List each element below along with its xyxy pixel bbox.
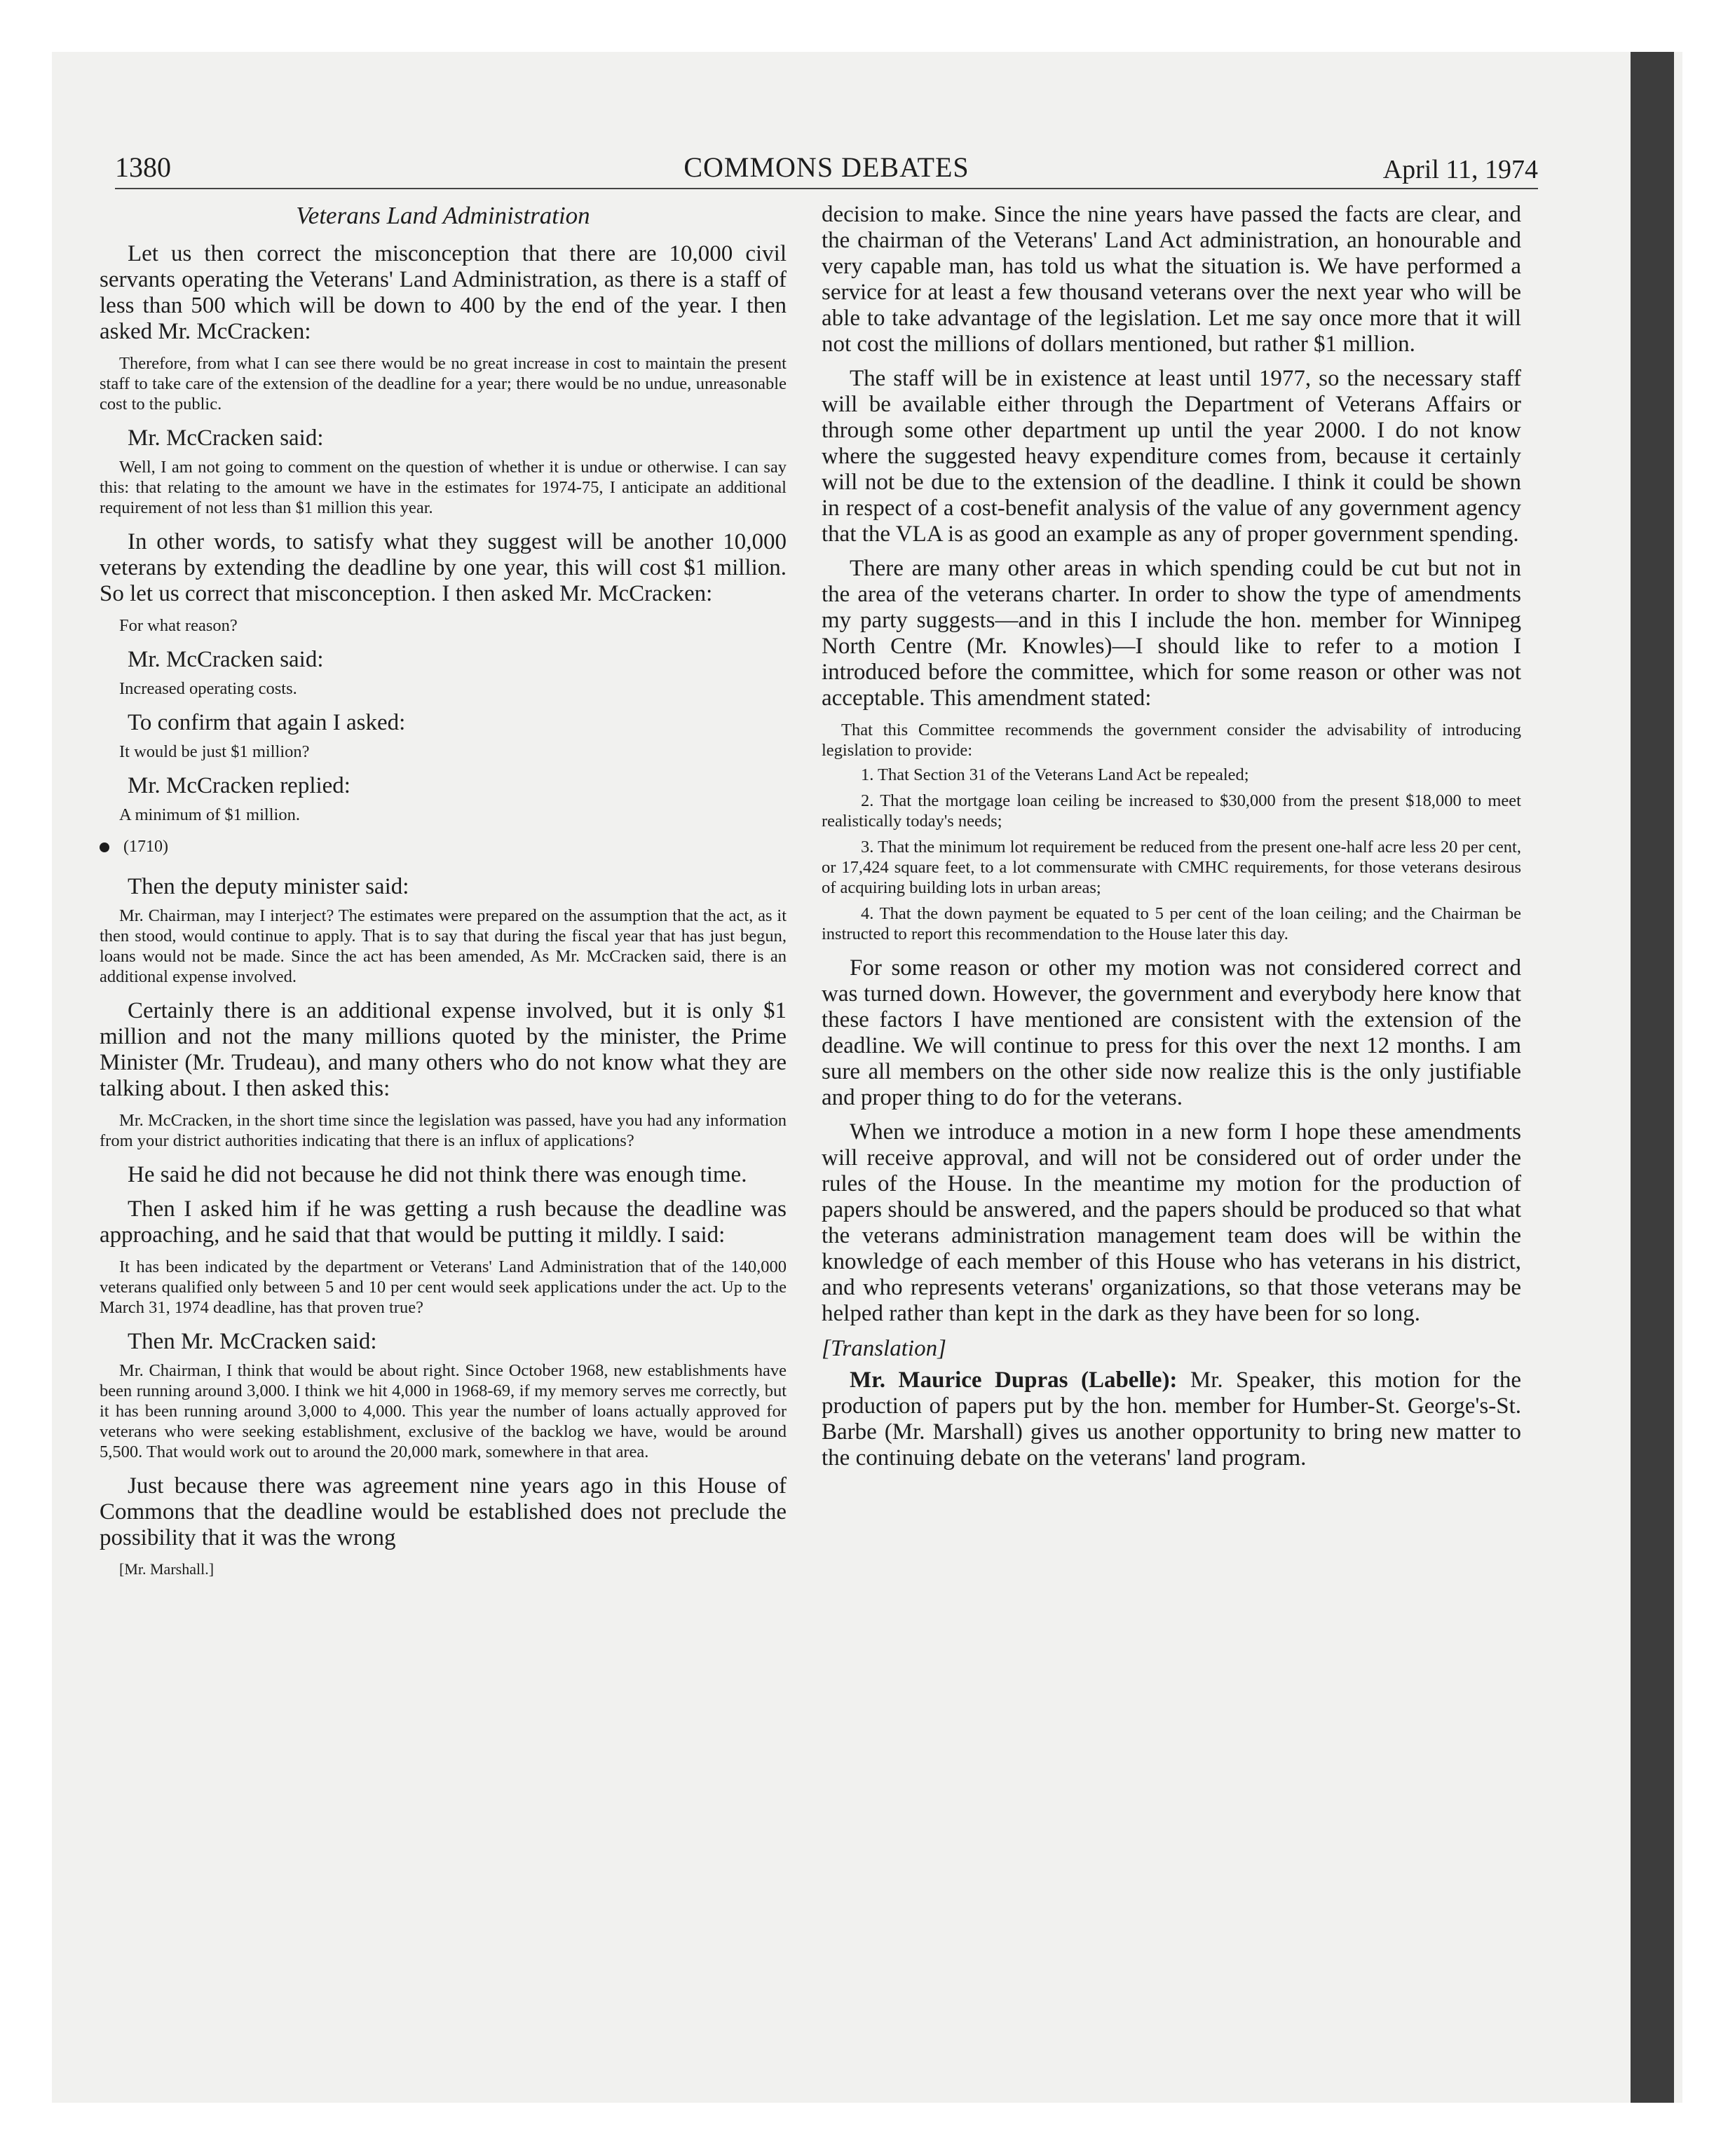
quoted-question: Mr. McCracken, in the short time since the legislation was passed, have you had any information from your district authorities indicating that there is an influx of applications? bbox=[100, 1111, 787, 1150]
paragraph: Just because there was agreement nine years ago in this House of Commons that the deadline would be established does not preclude the possibility that it was the wrong bbox=[100, 1473, 787, 1550]
motion-item: 1. That Section 31 of the Veterans Land Act be repealed; bbox=[861, 765, 1249, 784]
speaker-paragraph bbox=[822, 1367, 1521, 1471]
motion-item: 3. That the minimum lot requirement be reduced from the present one-half acre less 20 per cent, or 17,424 square feet, to a lot commensurate with CMHC requirements, for those veterans desirous of acquiring building lots in urban areas; bbox=[822, 838, 1521, 897]
left-column bbox=[100, 202, 787, 1579]
time-marker-label: (1710) bbox=[123, 838, 168, 856]
paragraph: decision to make. Since the nine years have passed the facts are clear, and the chairman of the Veterans' Land Act administration, an honourable and very capable man, has told us what the situation is. We have performed a service for at least a few thousand veterans over the next year who will be able to take advantage of the legislation. Let me say once more that it will not cost the millions of dollars mentioned, but rather $1 million. bbox=[822, 202, 1521, 357]
paragraph: In other words, to satisfy what they suggest will be another 10,000 veterans by extending the deadline by one year, this will cost $1 million. So let us correct that misconception. I then asked Mr. McCracken: bbox=[100, 529, 787, 606]
bullet-icon bbox=[100, 842, 109, 852]
quoted-question: It would be just $1 million? bbox=[119, 742, 310, 761]
paragraph: Then I asked him if he was getting a rush because the deadline was approaching, and he said that that would be putting it mildly. I said: bbox=[100, 1196, 787, 1248]
paragraph: There are many other areas in which spending could be cut but not in the area of the veterans charter. In order to show the type of amendments my party suggests—and in this I include the hon. member for Winnipeg North Centre (Mr. Knowles)—I should like to refer to a motion I introduced before the committee, which for some reason or other was not acceptable. This amendment stated: bbox=[822, 556, 1521, 711]
paragraph: The staff will be in existence at least until 1977, so the necessary staff will be available either through the Department of Veterans Affairs or through some other department up until the year 2000. I do not know where the suggested heavy expenditure comes from, because it certainly will not be due to the extension of the deadline. I think it could be shown in respect of a cost-benefit analysis of the value of any government agency that the VLA is as good an example as any of proper government spending. bbox=[822, 366, 1521, 547]
quoted-answer: Increased operating costs. bbox=[119, 679, 297, 698]
speaker-intro: Then the deputy minister said: bbox=[128, 874, 409, 899]
header-date: April 11, 1974 bbox=[1382, 155, 1538, 184]
quoted-question: Therefore, from what I can see there would be no great increase in cost to maintain the present staff to take care of the extension of the deadline for a year; there would be no undue, unreasonable cost to the public. bbox=[100, 354, 787, 414]
publication-title: COMMONS DEBATES bbox=[683, 151, 969, 183]
paragraph: For some reason or other my motion was not considered correct and was turned down. However, the government and everybody here know that these factors I have mentioned are consistent with the extension of the deadline. We will continue to press for this over the next 12 months. I am sure all members on the other side now realize this is the only justifiable and proper thing to do for the veterans. bbox=[822, 955, 1521, 1110]
speech-text: Mr. Speaker, this motion for the production of papers put by the hon. member for Humber-St. George's-St. Barbe (Mr. Marshall) gives us another opportunity to bring new matter to the continuing debate on the veterans' land program. bbox=[822, 1367, 1521, 1471]
speaker-intro: Then Mr. McCracken said: bbox=[128, 1329, 377, 1354]
speaker-intro: To confirm that again I asked: bbox=[128, 710, 406, 735]
running-header bbox=[115, 146, 1538, 189]
speaker-intro: Mr. McCracken replied: bbox=[128, 773, 351, 798]
translation-tag: [Translation] bbox=[822, 1336, 946, 1361]
motion-item: 2. That the mortgage loan ceiling be increased to $30,000 from the present $18,000 to meet realistically today's needs; bbox=[822, 791, 1521, 831]
right-column bbox=[822, 202, 1521, 1480]
paragraph: Certainly there is an additional expense involved, but it is only $1 million and not the many millions quoted by the minister, the Prime Minister (Mr. Trudeau), and many others who do not know what they are talking about. I then asked this: bbox=[100, 998, 787, 1101]
page-number: 1380 bbox=[115, 151, 171, 183]
section-heading: Veterans Land Administration bbox=[296, 202, 590, 229]
time-marker bbox=[100, 836, 787, 857]
paragraph: He said he did not because he did not think there was enough time. bbox=[128, 1162, 747, 1187]
speaker-intro: Mr. McCracken said: bbox=[128, 647, 324, 672]
paragraph: When we introduce a motion in a new form I hope these amendments will receive approval, and will not be considered out of order under the rules of the House. In the meantime my motion for the production of papers should be answered, and the papers should be produced so that what the veterans administration management team does will be within the knowledge of each member of this House who has veterans in his district, and who represents veterans' organizations, so that those veterans may be helped rather than kept in the dark as they have been for so long. bbox=[822, 1119, 1521, 1326]
speaker-intro: Mr. McCracken said: bbox=[128, 425, 324, 451]
quoted-answer: Well, I am not going to comment on the question of whether it is undue or otherwise. I can say this: that relating to the amount we have in the estimates for 1974-75, I anticipate an additional requirement of not less than $1 million this year. bbox=[100, 458, 787, 517]
quoted-question: For what reason? bbox=[119, 616, 238, 635]
quoted-answer: Mr. Chairman, may I interject? The estimates were prepared on the assumption that the act, as it then stood, would continue to apply. That is to say that during the fiscal year that has just begun, loans would not be made. Since the act has been amended, As Mr. McCracken said, there is an additional expense involved. bbox=[100, 906, 787, 986]
quoted-question: It has been indicated by the department or Veterans' Land Administration that of the 140,000 veterans qualified only between 5 and 10 per cent would seek applications under the act. Up to the March 31, 1974 deadline, has that proven true? bbox=[100, 1257, 787, 1317]
motion-item: 4. That the down payment be equated to 5 per cent of the loan ceiling; and the Chairman be instructed to report this recommendation to the House later this day. bbox=[822, 904, 1521, 943]
quoted-answer: A minimum of $1 million. bbox=[119, 805, 300, 824]
speaker-attribution: [Mr. Marshall.] bbox=[119, 1560, 215, 1578]
speaker-name: Mr. Maurice Dupras (Labelle): bbox=[850, 1367, 1178, 1393]
quoted-answer: Mr. Chairman, I think that would be about right. Since October 1968, new establishments have been running around 3,000. I think we hit 4,000 in 1968-69, if my memory serves me correctly, but it has been running around 3,000 to 4,000. This year the number of loans actually approved for veterans who were seeking establishment, exclusive of the backlog we have, would be around 5,500. That would work out to around the 20,000 mark, somewhere in that area. bbox=[100, 1361, 787, 1461]
paragraph: Let us then correct the misconception that there are 10,000 civil servants operating the Veterans' Land Administration, as there is a staff of less than 500 which will be down to 400 by the end of the year. I then asked Mr. McCracken: bbox=[100, 241, 787, 344]
scan-edge-shadow bbox=[1631, 52, 1674, 2103]
motion-text: That this Committee recommends the government consider the advisability of introducing legislation to provide: bbox=[822, 721, 1521, 760]
